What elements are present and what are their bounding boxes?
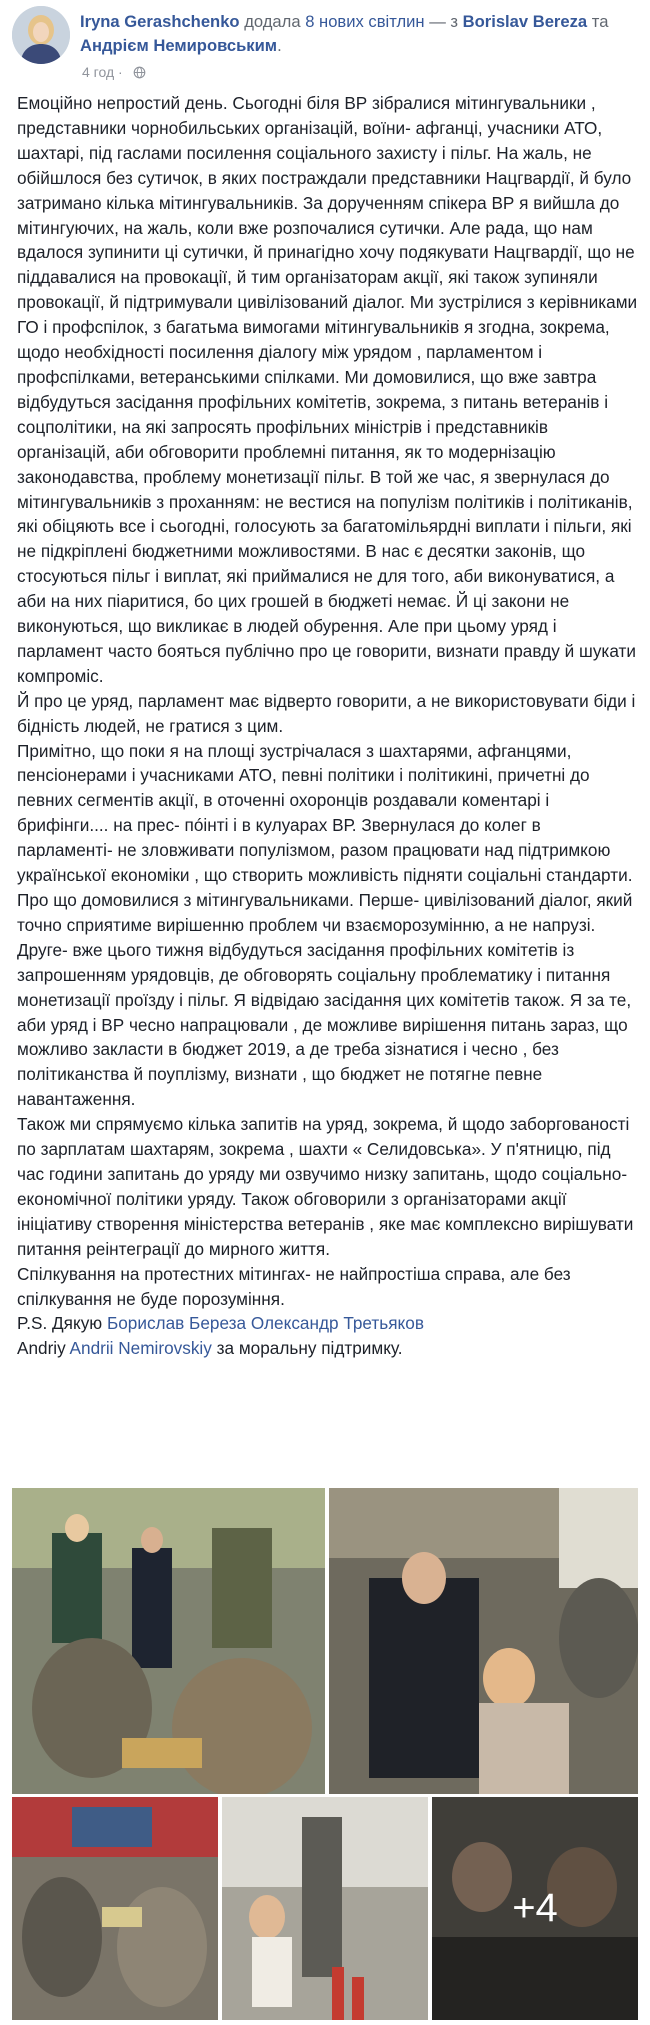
photo-grid	[12, 1488, 638, 2020]
andriy-suffix: за моральну підтримку.	[216, 1338, 403, 1359]
and-text: та	[591, 12, 609, 31]
photo-4[interactable]	[222, 1797, 428, 2020]
post-timestamp[interactable]: 4 год	[82, 64, 115, 80]
post-meta: 4 год ·	[82, 64, 146, 82]
andriy-prefix: Andriy	[17, 1338, 66, 1359]
action-prefix: додала	[244, 12, 301, 31]
globe-icon[interactable]	[133, 66, 146, 82]
photo-3[interactable]	[12, 1797, 218, 2020]
post-paragraph: Емоційно непростий день. Сьогодні біля ВР зібралися мітингувальники , представники чорнобильських організацій, воїни- афганці, учасники АТО, шахтарі, під гаслами посилення соціального захисту і пільг. На жаль, не обійшлося без сутичок, в яких постраждали представники Нацгвардії, й було затримано кілька мітингувальників. За дорученням спікера ВР я вийшла до мітингуючих, на жаль, коли вже розпочалися сутички. Але рада, що нам вдалося зупинити ці сутички, й принагідно хочу подякувати Нацгвардії, що не піддавалися на провокації, й тим організаторам акції, які також зупиняли провокації, й підтримували цивілізований діалог. Ми зустрілися з керівниками ГО і профспілок, з багатьма вимогами мітингувальників я згодна, зокрема, щодо необхідності посилення діалогу між урядом , парламентом і профспілками, ветеранськими спілками. Ми домовилися, що вже завтра відбудуться засідання профільних комітетів, зокрема, з питань ветеранів і соцполітики, на які запросять профільних міністрів і представників організацій, аби обговорити проблемні питання, як то модернізацію законодавства, проблему монетизації пільг. В той же час, я звернулася до мітингувальників з проханням: не вестися на популізм політиків і політиканів, які обіцяють все і сьогодні, голосують за багатомільярдні виплати і пільги, які не підкріплені бюджетними можливостями. В нас є десятки законів, що стосуються пільг і виплат, які приймалися не для того, аби виконуватися, а аби на них піаритися, бо цих грошей в бюджеті немає. Й ці закони не виконуються, що викликає в людей обурення. Але при цьому уряд і парламент часто бояться публічно про це говорити, визнати правду й шукати компроміс.	[17, 93, 638, 686]
photo-5-more[interactable]	[432, 1797, 638, 2020]
with-text: — з	[429, 12, 458, 31]
author-avatar[interactable]	[12, 6, 70, 64]
post-paragraph: Й про це уряд, парламент має відверто говорити, а не використовувати біди і бідність людей, не гратися з цим.	[17, 690, 636, 736]
tagged-person-link-2[interactable]: Андрієм Немировським	[80, 36, 278, 55]
tagged-person-link-1[interactable]: Borislav Bereza	[462, 12, 588, 31]
ps-prefix: P.S. Дякую	[17, 1313, 103, 1334]
post-paragraph: Спілкування на протестних мітингах- не найпростіша справа, але без спілкування не буде порозуміння.	[17, 1263, 571, 1309]
post-paragraph: Також ми спрямуємо кілька запитів на уряд, зокрема, й щодо заборгованості по зарплатам шахтарям, зокрема , шахти « Селидовська». У п'ятницю, під час години запитань до уряду ми озвучимо низку запитань, щодо соціально- економічної політики уряду. Також обговорили з організаторами акції ініціативу створення міністерства ветеранів , яке має комплексно вирішувати питання реінтеграції до мирного життя.	[17, 1114, 634, 1259]
andriy-mention-link[interactable]: Andrii Nemirovskiy	[69, 1338, 212, 1359]
post-paragraph: Друге- вже цього тижня відбудуться засідання профільних комітетів із запрошенням урядовців, де обговорять соціальну проблематику і питання монетизації проїзду і пільг. Я відвідаю засідання цих комітетів також. Я за те, аби уряд і ВР чесно напрацювали , де можливе вирішення питань зараз, що можливо закласти в бюджет 2019, а де треба зізнатися і чесно , без політиканства й поуплізму, визнати , що бюджет не потягне певне навантаження.	[17, 939, 632, 1110]
post-paragraph: Про що домовилися з мітингувальниками. Перше- цивілізований діалог, який точно сприятиме вирішенню проблем чи взаєморозумінню, а не напрузі.	[17, 890, 633, 935]
post-header	[12, 6, 642, 84]
photo-1[interactable]	[12, 1488, 325, 1794]
post-header-text: Iryna Gerashchenko додала 8 нових світлин — з Borislav Bereza та Андрієм Немировським.	[80, 12, 609, 55]
andriy-line	[17, 1336, 639, 1361]
ps-mention-links[interactable]: Борислав Береза Олександр Третьяков	[106, 1313, 424, 1334]
post-body	[17, 91, 639, 1361]
more-photos-overlay[interactable]: +4	[432, 1797, 638, 2020]
author-name-link[interactable]: Iryna Gerashchenko	[80, 12, 240, 31]
photos-count-link[interactable]: 8 нових світлин	[305, 12, 425, 31]
ps-line	[17, 1311, 639, 1336]
photo-2[interactable]	[329, 1488, 638, 1794]
post-paragraph: Примітно, що поки я на площі зустрічалася з шахтарями, афганцями, пенсіонерами і учасниками АТО, певні політики і політикині, причетні до певних сегментів акції, в оточенні охоронців роздавали коментарі і брифінги.... на прес- пóінті і в кулуарах ВР. Звернулася до колег в парламенті- не зловживати популізмом, разом працювати над підтримкою української економіки , що створить можливість підняти соціальні стандарти.	[17, 740, 633, 886]
